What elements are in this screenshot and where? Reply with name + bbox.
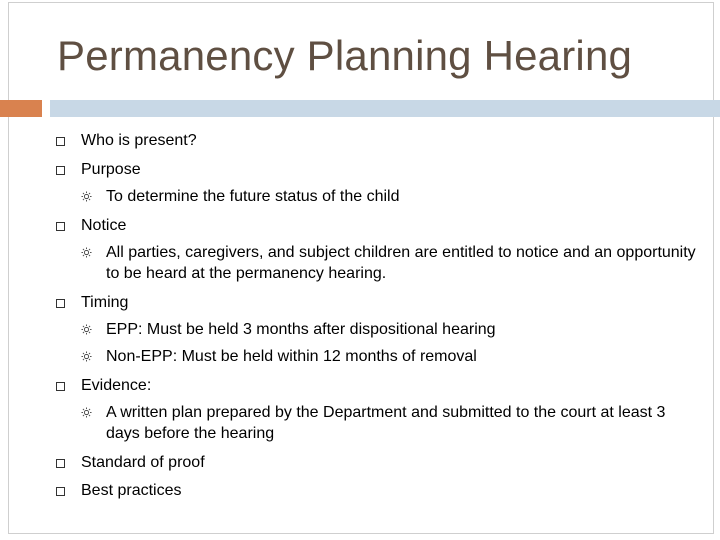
sub-bullet-evidence: A written plan prepared by the Department and submitted to the court at least 3 days before the hearing [106, 404, 666, 442]
bullet-notice: Notice [81, 217, 127, 234]
sun-bullet-icon [81, 351, 92, 362]
bullet-standard-of-proof: Standard of proof [81, 454, 205, 471]
bullet-best-practices: Best practices [81, 482, 182, 499]
square-bullet-icon [56, 299, 65, 308]
bullet-purpose: Purpose [81, 161, 141, 178]
sun-bullet-icon [81, 407, 92, 418]
bullet-who-is-present: Who is present? [81, 132, 197, 149]
bullet-evidence: Evidence: [81, 377, 152, 394]
sub-bullet-timing-non-epp: Non-EPP: Must be held within 12 months of removal [106, 348, 477, 365]
sun-bullet-icon [81, 247, 92, 258]
square-bullet-icon [56, 222, 65, 231]
square-bullet-icon [56, 166, 65, 175]
sub-bullet-notice: All parties, caregivers, and subject children are entitled to notice and an opportunity to be heard at the permanency hearing. [106, 244, 696, 282]
square-bullet-icon [56, 137, 65, 146]
square-bullet-icon [56, 487, 65, 496]
sun-bullet-icon [81, 324, 92, 335]
sub-bullet-timing-epp: EPP: Must be held 3 months after dispositional hearing [106, 321, 496, 338]
square-bullet-icon [56, 459, 65, 468]
slide-title: Permanency Planning Hearing [57, 32, 633, 79]
sub-bullet-purpose: To determine the future status of the child [106, 188, 400, 205]
square-bullet-icon [56, 382, 65, 391]
sun-bullet-icon [81, 191, 92, 202]
bullet-timing: Timing [81, 294, 129, 311]
